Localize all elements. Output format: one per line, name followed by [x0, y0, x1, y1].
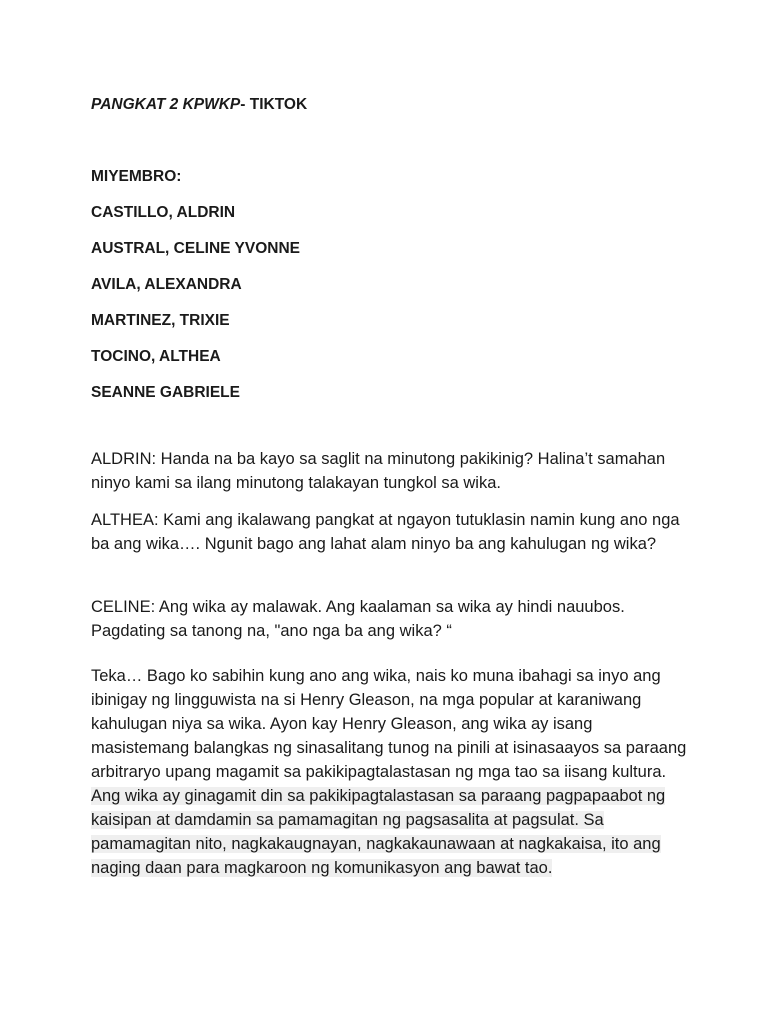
document-title [91, 96, 307, 114]
member-name: CASTILLO, ALDRIN [91, 204, 236, 221]
paragraph-althea: ALTHEA: Kami ang ikalawang pangkat at ngayon tutuklasin namin kung ano nga ba ang wika…. Ngunit bago ang lahat alam ninyo ba ang kahulugan ng wika? [91, 511, 680, 553]
paragraph-teka-text: Teka… Bago ko sabihin kung ano ang wika, nais ko muna ibahagi sa inyo ang ibinigay ng lingguwista na si Henry Gleason, na mga popular at karaniwang kahulugan niya sa wika. Ayon kay Henry Gleason, ang wika ay isang masistemang balangkas ng sinasalitang tunog na pinili at isinasaayos sa paraang arbitraryo upang magamit sa pakikipagtalastasan ng mga tao sa iisang kultura. [91, 667, 687, 781]
paragraph-aldrin: ALDRIN: Handa na ba kayo sa saglit na minutong pakikinig? Halina’t samahan ninyo kami sa ilang minutong talakayan tungkol sa wika. [91, 450, 666, 492]
members-heading: MIYEMBRO: [91, 168, 182, 185]
title-platform: - TIKTOK [240, 96, 308, 113]
title-group-name: PANGKAT 2 KPWKP [91, 96, 241, 113]
member-name: MARTINEZ, TRIXIE [91, 312, 230, 329]
member-name: AUSTRAL, CELINE YVONNE [91, 240, 300, 257]
paragraph-teka [91, 664, 689, 880]
member-name: TOCINO, ALTHEA [91, 348, 221, 365]
highlighted-text: Ang wika ay ginagamit din sa pakikipagtalastasan sa paraang pagpapaabot ng kaisipan at damdamin sa pamamagitan ng pagsasalita at pagsulat. Sa pamamagitan nito, nagkakaugnayan, nagkakaunawaan at nagkakaisa, ito ang naging daan para magkaroon ng komunikasyon ang bawat tao. [91, 787, 666, 877]
member-name: SEANNE GABRIELE [91, 384, 240, 401]
member-name: AVILA, ALEXANDRA [91, 276, 242, 293]
paragraph-celine: CELINE: Ang wika ay malawak. Ang kaalaman sa wika ay hindi nauubos. Pagdating sa tanong na, "ano nga ba ang wika? “ [91, 598, 625, 640]
